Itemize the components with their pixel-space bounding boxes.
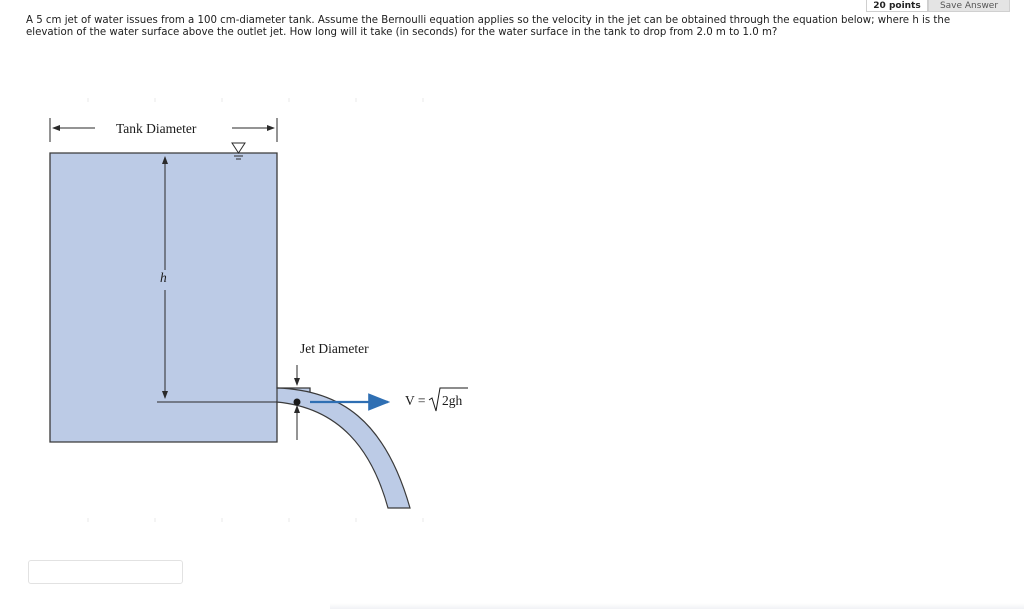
bottom-bar <box>330 603 1024 609</box>
points-badge: 20 points <box>866 0 928 12</box>
header-actions <box>866 0 1010 12</box>
tank-water <box>50 153 310 442</box>
jet-point <box>294 399 301 406</box>
height-label: h <box>160 270 167 285</box>
tank-figure <box>0 80 520 540</box>
save-answer-button[interactable]: Save Answer <box>928 0 1010 12</box>
equation-prefix: V = <box>405 393 426 408</box>
tank-diameter-label: Tank Diameter <box>116 121 197 136</box>
jet-diameter-label: Jet Diameter <box>300 341 369 356</box>
question-text: A 5 cm jet of water issues from a 100 cm-diameter tank. Assume the Bernoulli equation applies so the velocity in the jet can be obtained through the equation below; where h is the elevation of the water surface above the outlet jet. How long will it take (in seconds) for the water surface in the tank to drop from 2.0 m to 1.0 m? <box>26 15 951 38</box>
answer-input[interactable] <box>28 560 183 584</box>
equation-radicand: 2gh <box>442 393 463 408</box>
tank-diagram <box>0 80 520 540</box>
